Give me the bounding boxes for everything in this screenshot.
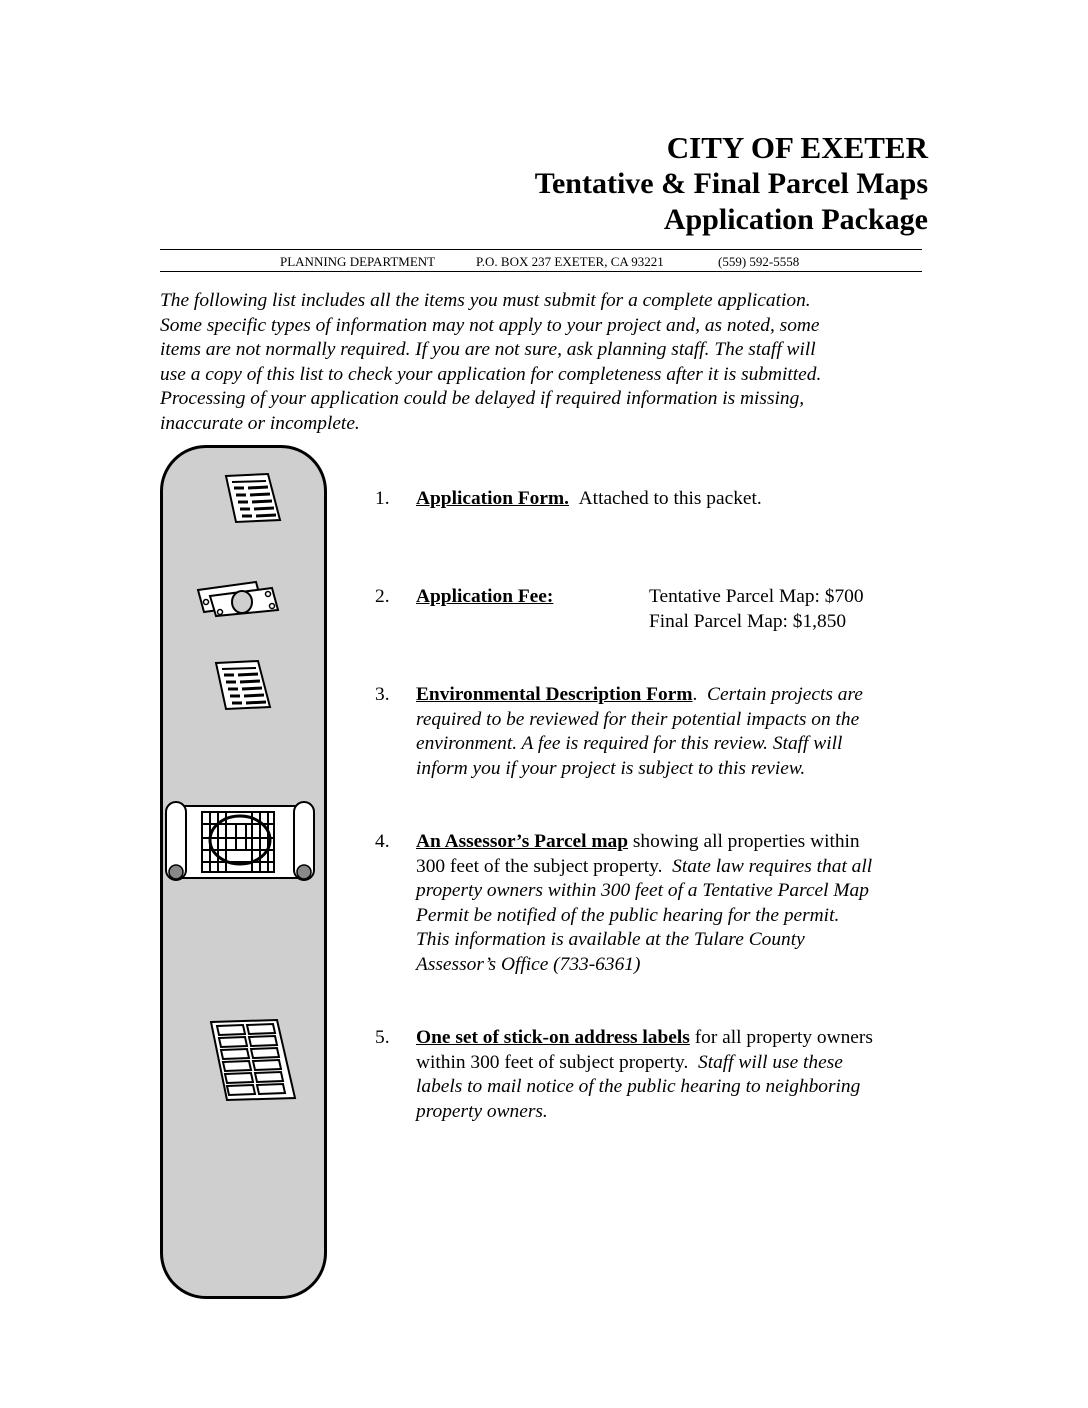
header-rule-top — [160, 249, 922, 250]
item-text: State law requires that all — [672, 855, 873, 877]
item-text: showing all properties within — [632, 831, 860, 852]
intro-line: inaccurate or incomplete. — [160, 412, 360, 434]
item-text: property owners within 300 feet of a Tentative Parcel Map — [416, 880, 869, 902]
intro-line: The following list includes all the items you must submit for a complete application. — [160, 290, 811, 311]
money-icon — [196, 578, 280, 618]
title-package: Application Package — [663, 203, 928, 236]
application-form-icon — [220, 472, 284, 524]
item-title: Application Form. — [416, 488, 569, 509]
item-number: 2. — [375, 586, 390, 607]
header-rule-bottom — [160, 271, 922, 272]
fee-list — [649, 585, 864, 634]
item-text: inform you if your project is subject to this review. — [416, 757, 806, 779]
department-name: PLANNING DEPARTMENT — [280, 254, 436, 269]
item-number: 3. — [375, 684, 390, 705]
item-title: Environmental Description Form — [416, 684, 693, 705]
intro-line: items are not normally required. If you are not sure, ask planning staff. The staff will — [160, 339, 816, 361]
item-number: 5. — [375, 1027, 390, 1048]
address-labels-icon — [207, 1018, 299, 1102]
item-text: Staff will use these — [698, 1051, 843, 1073]
item-number: 4. — [375, 831, 390, 852]
fee-tentative: Tentative Parcel Map: $700 — [649, 586, 864, 607]
item-text: within 300 feet of subject property. — [416, 1051, 689, 1073]
item-text: environment. A fee is required for this review. Staff will — [416, 733, 843, 755]
item-text: labels to mail notice of the public hearing to neighboring — [416, 1076, 861, 1098]
item-number: 1. — [375, 488, 390, 509]
parcel-map-scroll-icon — [164, 798, 316, 886]
item-text: Permit be notified of the public hearing for the permit. — [416, 904, 840, 926]
fee-final: Final Parcel Map: $1,850 — [649, 610, 847, 632]
item-title: One set of stick-on address labels — [416, 1027, 690, 1048]
item-text: This information is available at the Tulare County — [416, 929, 805, 951]
item-text: Certain projects are — [707, 684, 863, 705]
title-subject: Tentative & Final Parcel Maps — [534, 167, 928, 200]
item-text: 300 feet of the subject property. — [416, 855, 663, 877]
item-text: for all property owners — [694, 1027, 873, 1048]
intro-line: use a copy of this list to check your application for completeness after it is submitted. — [160, 363, 822, 385]
department-phone: (559) 592-5558 — [718, 254, 800, 269]
item-title: An Assessor’s Parcel map — [416, 831, 629, 852]
intro-line: Processing of your application could be delayed if required information is missing, — [160, 388, 805, 410]
item-text: Attached to this packet. — [578, 488, 762, 509]
title-city: CITY OF EXETER — [666, 130, 928, 165]
department-address: P.O. BOX 237 EXETER, CA 93221 — [476, 254, 664, 269]
document-title — [535, 130, 928, 238]
item-text: Assessor’s Office (733-6361) — [416, 953, 641, 975]
item-text: property owners. — [416, 1100, 548, 1122]
environmental-form-icon — [212, 659, 274, 711]
item-title-period: . — [692, 684, 698, 705]
intro-line: Some specific types of information may not apply to your project and, as noted, some — [160, 314, 820, 336]
intro-paragraph — [160, 289, 940, 437]
item-title: Application Fee: — [416, 586, 554, 607]
item-text: required to be reviewed for their potential impacts on the — [416, 708, 860, 730]
